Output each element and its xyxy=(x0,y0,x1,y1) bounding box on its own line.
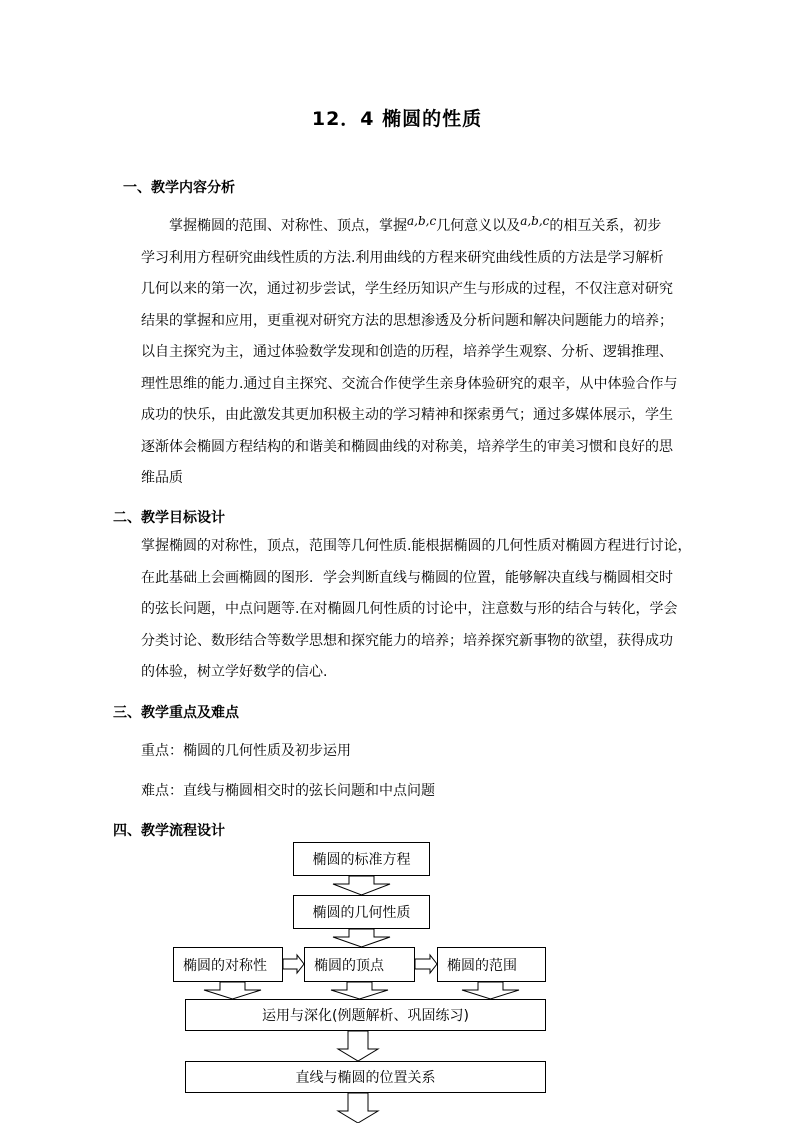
right-arrow xyxy=(283,955,304,973)
section-heading-flow: 四、教学流程设计 xyxy=(113,823,225,839)
down-arrow xyxy=(338,1093,378,1123)
flow-box-line-ellipse-relation: 直线与椭圆的位置关系 xyxy=(185,1061,546,1093)
flow-box-geometric-properties: 椭圆的几何性质 xyxy=(293,895,430,929)
paragraph-line: 逐渐体会椭圆方程结构的和谐美和椭圆曲线的对称美，培养学生的审美习惯和良好的思 xyxy=(141,438,673,455)
flow-box-symmetry: 椭圆的对称性 xyxy=(173,947,283,982)
flow-box-vertices: 椭圆的顶点 xyxy=(304,947,415,982)
paragraph-line: 掌握椭圆的对称性，顶点，范围等几何性质.能根据椭圆的几何性质对椭圆方程进行讨论， xyxy=(141,538,692,554)
paragraph-line: 在此基础上会画椭圆的图形．学会判断直线与椭圆的位置，能够解决直线与椭圆相交时 xyxy=(141,569,673,586)
down-arrow xyxy=(338,1031,378,1061)
down-arrow xyxy=(462,982,519,999)
paragraph-line: 结果的掌握和应用，更重视对研究方法的思想渗透及分析问题和解决问题能力的培养； xyxy=(141,312,673,329)
down-arrow xyxy=(333,876,390,895)
paragraph-line: 以自主探究为主，通过体验数学发现和创造的历程，培养学生观察、分析、逻辑推理、 xyxy=(141,344,673,360)
section-heading-content-analysis: 一、教学内容分析 xyxy=(123,180,235,196)
paragraph-line: 维品质 xyxy=(141,470,183,486)
paragraph-line: 学习利用方程研究曲线性质的方法.利用曲线的方程来研究曲线性质的方法是学习解析 xyxy=(141,249,664,266)
down-arrow xyxy=(333,929,390,947)
section-heading-objectives: 二、教学目标设计 xyxy=(113,510,225,526)
paragraph-line: 掌握椭圆的范围、对称性、顶点，掌握a,b,c几何意义以及a,b,c的相互关系，初步 xyxy=(141,214,662,234)
paragraph-line: 分类讨论、数形结合等数学思想和探究能力的培养；培养探究新事物的欲望，获得成功 xyxy=(141,632,673,649)
flow-box-application: 运用与深化(例题解析、巩固练习) xyxy=(185,999,546,1031)
document-title: 12．4 椭圆的性质 xyxy=(311,108,483,130)
key-point-text: 重点：椭圆的几何性质及初步运用 xyxy=(141,743,351,759)
down-arrow xyxy=(331,982,388,999)
paragraph-line: 的弦长问题，中点问题等.在对椭圆几何性质的讨论中，注意数与形的结合与转化，学会 xyxy=(141,601,678,617)
flow-box-range: 椭圆的范围 xyxy=(437,947,546,982)
paragraph-line: 理性思维的能力.通过自主探究、交流合作使学生亲身体验研究的艰辛，从中体验合作与 xyxy=(141,375,678,392)
paragraph-line: 成功的快乐，由此激发其更加积极主动的学习精神和探索勇气；通过多媒体展示，学生 xyxy=(141,407,673,423)
abc-variables: a,b,c xyxy=(520,214,550,228)
paragraph-line: 的体验，树立学好数学的信心. xyxy=(141,664,328,680)
flow-box-standard-equation: 椭圆的标准方程 xyxy=(293,842,430,876)
abc-variables: a,b,c xyxy=(407,214,437,228)
right-arrow xyxy=(415,955,437,973)
difficulty-text: 难点：直线与椭圆相交时的弦长问题和中点问题 xyxy=(141,783,435,799)
paragraph-line: 几何以来的第一次，通过初步尝试，学生经历知识产生与形成的过程，不仅注意对研究 xyxy=(141,281,673,297)
down-arrow xyxy=(204,982,261,999)
section-heading-key-points: 三、教学重点及难点 xyxy=(113,705,239,721)
